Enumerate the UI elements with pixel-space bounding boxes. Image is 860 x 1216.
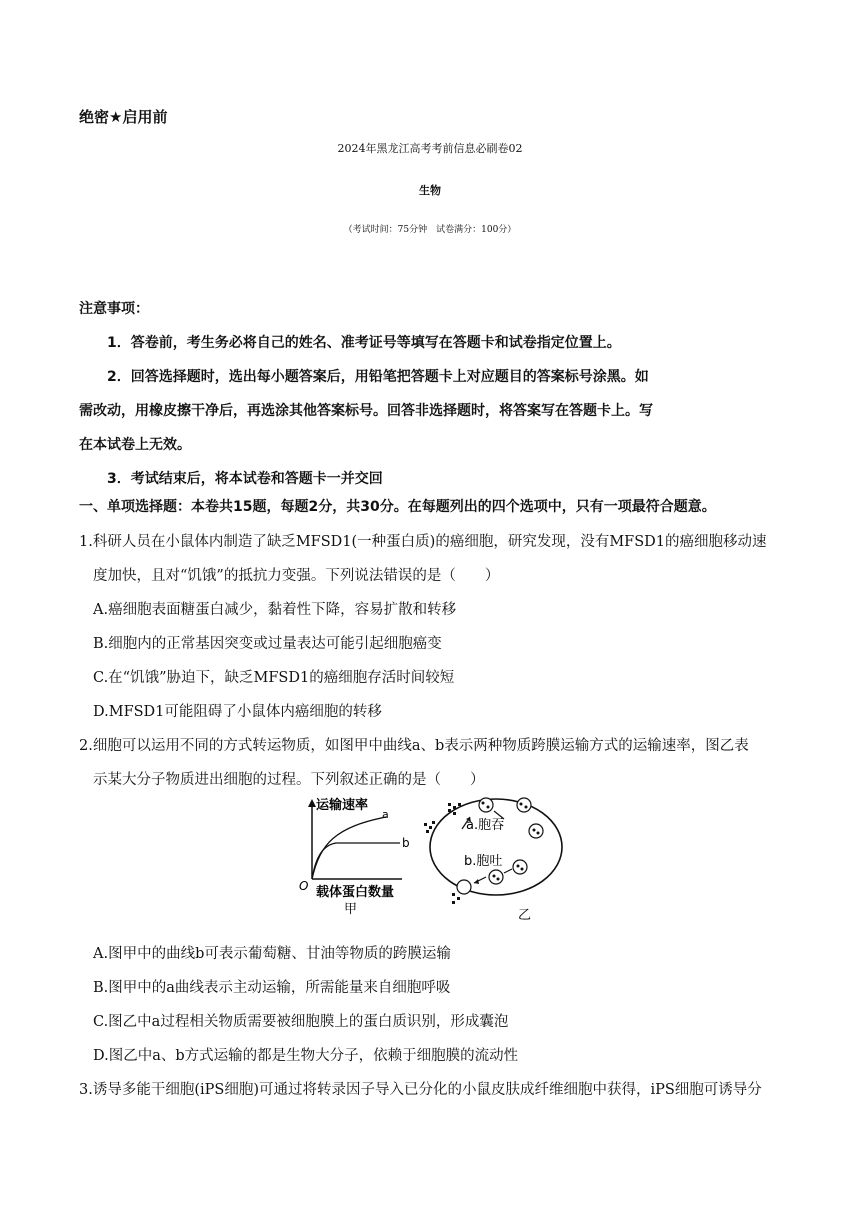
q1-stem-line-2: 度加快，且对“饥饿”的抵抗力变强。下列说法错误的是（ ） [93,568,500,584]
endocytosis-label: a.胞吞 [466,818,505,833]
curve-a-label: a [382,808,389,821]
vesicle-5 [489,870,503,884]
q2-stem-line-1: 2.细胞可以运用不同的方式转运物质，如图甲中曲线a、b表示两种物质跨膜运输方式的运输速率，图乙表 [79,738,749,754]
q1-option-a: A.癌细胞表面糖蛋白减少，黏着性下降，容易扩散和转移 [93,602,457,618]
notes-heading: 注意事项： [79,301,149,317]
vesicle-6 [457,880,471,894]
y-axis-label: 运输速率 [316,798,369,813]
q2-option-a: A.图甲中的曲线b可表示葡萄糖、甘油等物质的跨膜运输 [93,946,451,962]
section-heading: 一、单项选择题：本卷共15题，每题2分，共30分。在每题列出的四个选项中，只有一项最符合题意。 [79,499,716,515]
q1-stem-line-1: 1.科研人员在小鼠体内制造了缺乏MFSD1(一种蛋白质)的癌细胞，研究发现，没有MFSD1的癌细胞移动速 [79,534,767,550]
vesicle-3 [529,824,543,838]
vesicle-1 [479,798,493,812]
subject-title: 生物 [419,184,441,197]
figure-jia-graph [299,797,410,917]
q3-stem-line-1: 3.诱导多能干细胞(iPS细胞)可通过将转录因子导入已分化的小鼠皮肤成纤维细胞中获得，iPS细胞可诱导分 [79,1082,762,1098]
curve-b-label: b [402,836,410,850]
origin-label: O [299,879,309,893]
q2-figure [296,793,566,925]
y-axis-arrow [308,799,316,807]
arrow-vesicle-out [504,869,512,873]
q1-option-d: D.MFSD1可能阻碍了小鼠体内癌细胞的转移 [93,704,382,720]
outside-particles-bottom [452,893,460,904]
exam-info: （考试时间：75分钟 试卷满分：100分） [343,225,517,235]
q2-stem-line-2: 示某大分子物质进出细胞的过程。下列叙述正确的是（ ） [93,772,485,788]
notes-item-2-line-1: 2．回答选择题时，选出每小题答案后，用铅笔把答题卡上对应题目的答案标号涂黑。如 [107,369,649,385]
q1-option-b: B.细胞内的正常基因突变或过量表达可能引起细胞癌变 [93,636,442,652]
q2-option-d: D.图乙中a、b方式运输的都是生物大分子，依赖于细胞膜的流动性 [93,1048,519,1064]
curve-b [312,843,400,879]
q2-option-b: B.图甲中的a曲线表示主动运输，所需能量来自细胞呼吸 [93,980,451,996]
exam-title: 2024年黑龙江高考考前信息必刷卷02 [337,142,523,155]
notes-item-2-line-3: 在本试卷上无效。 [79,437,191,453]
notes-item-2-line-2: 需改动，用橡皮擦干净后，再选涂其他答案标号。回答非选择题时，将答案写在答题卡上。写 [79,403,653,419]
vesicle-4 [513,860,527,874]
q1-option-c: C.在“饥饿”胁迫下，缺乏MFSD1的癌细胞存活时间较短 [93,670,455,686]
figure-jia-label: 甲 [344,902,358,917]
secret-mark: 绝密★启用前 [79,108,168,126]
figure-yi-cell [424,798,562,923]
vesicle-2 [517,798,531,812]
exocytosis-label: b.胞吐 [464,854,503,869]
notes-item-1: 1．答卷前，考生务必将自己的姓名、准考证号等填写在答题卡和试卷指定位置上。 [107,335,621,351]
q2-option-c: C.图乙中a过程相关物质需要被细胞膜上的蛋白质识别，形成囊泡 [93,1014,509,1030]
figure-yi-label: 乙 [518,908,532,923]
curve-a [312,817,386,879]
x-axis-label: 载体蛋白数量 [316,885,395,900]
notes-item-3: 3．考试结束后，将本试卷和答题卡一并交回 [107,471,383,487]
